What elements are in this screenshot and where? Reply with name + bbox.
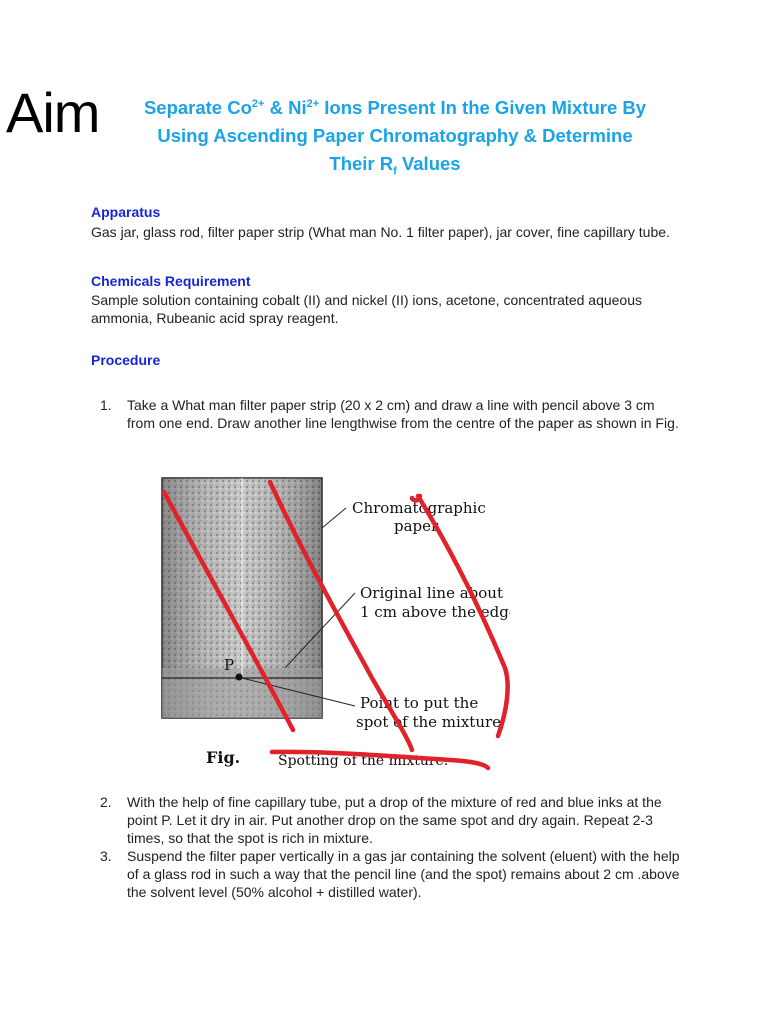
step-number: 1. bbox=[100, 397, 112, 413]
title-text: Separate Co bbox=[143, 97, 252, 119]
step-text: With the help of fine capillary tube, put a drop of the mixture of red and blue inks at the point P. Let it dry in air. Put another drop on the same spot and dry again. Repeat 2-3 times, so that the spot is rich in mixture. bbox=[127, 794, 662, 846]
chromatography-figure bbox=[150, 468, 510, 780]
title-text: Ions Present In the Given Mixture By bbox=[319, 97, 647, 119]
title-line-2: Using Ascending Paper Chromatography & Determine bbox=[157, 125, 633, 147]
title-superscript: 2+ bbox=[306, 98, 320, 110]
aim-word: Aim bbox=[6, 81, 100, 144]
chemicals-text: Sample solution containing cobalt (II) and nickel (II) ions, acetone, concentrated aqueous ammonia, Rubeanic acid spray reagent. bbox=[91, 292, 642, 326]
title-text: & Ni bbox=[264, 97, 307, 119]
label-point: Point to put the bbox=[360, 694, 479, 712]
chemicals-heading: Chemicals Requirement bbox=[91, 273, 251, 289]
label-paper: paper bbox=[394, 517, 439, 535]
title-line-1 bbox=[100, 90, 690, 122]
label-original-line: Original line about bbox=[360, 584, 503, 602]
step-number: 3. bbox=[100, 848, 112, 864]
title-superscript: 2+ bbox=[251, 98, 265, 110]
procedure-heading: Procedure bbox=[91, 352, 161, 368]
leader-line bbox=[322, 508, 346, 528]
figure-drawing bbox=[150, 468, 510, 780]
title-subscript: f bbox=[393, 165, 397, 178]
point-p-label: P bbox=[224, 656, 235, 674]
page-title bbox=[100, 90, 690, 186]
label-chromatographic: Chromatographic bbox=[352, 499, 486, 517]
title-text: Values bbox=[396, 153, 461, 175]
apparatus-heading: Apparatus bbox=[91, 204, 161, 220]
title-text: Their R bbox=[329, 153, 394, 175]
figure-caption-text: Spotting of the mixture. bbox=[278, 753, 449, 769]
step-number: 2. bbox=[100, 794, 112, 810]
label-cm-above: 1 cm above the edge bbox=[360, 603, 510, 621]
apparatus-text: Gas jar, glass rod, filter paper strip (What man No. 1 filter paper), jar cover, fine capillary tube. bbox=[91, 224, 670, 240]
figure-caption-label: Fig. bbox=[206, 748, 241, 767]
spot-point bbox=[236, 674, 243, 681]
step-text: Take a What man filter paper strip (20 x 2 cm) and draw a line with pencil above 3 cm from one end. Draw another line lengthwise from the centre of the paper as shown in Fig. bbox=[127, 397, 679, 431]
step-text: Suspend the filter paper vertically in a gas jar containing the solvent (eluent) with the help of a glass rod in such a way that the pencil line (and the spot) remains about 2 cm .above the solvent level (50% alcohol + distilled water). bbox=[127, 848, 680, 900]
title-line-3 bbox=[100, 150, 690, 186]
label-spot: spot of the mixture bbox=[356, 713, 502, 731]
